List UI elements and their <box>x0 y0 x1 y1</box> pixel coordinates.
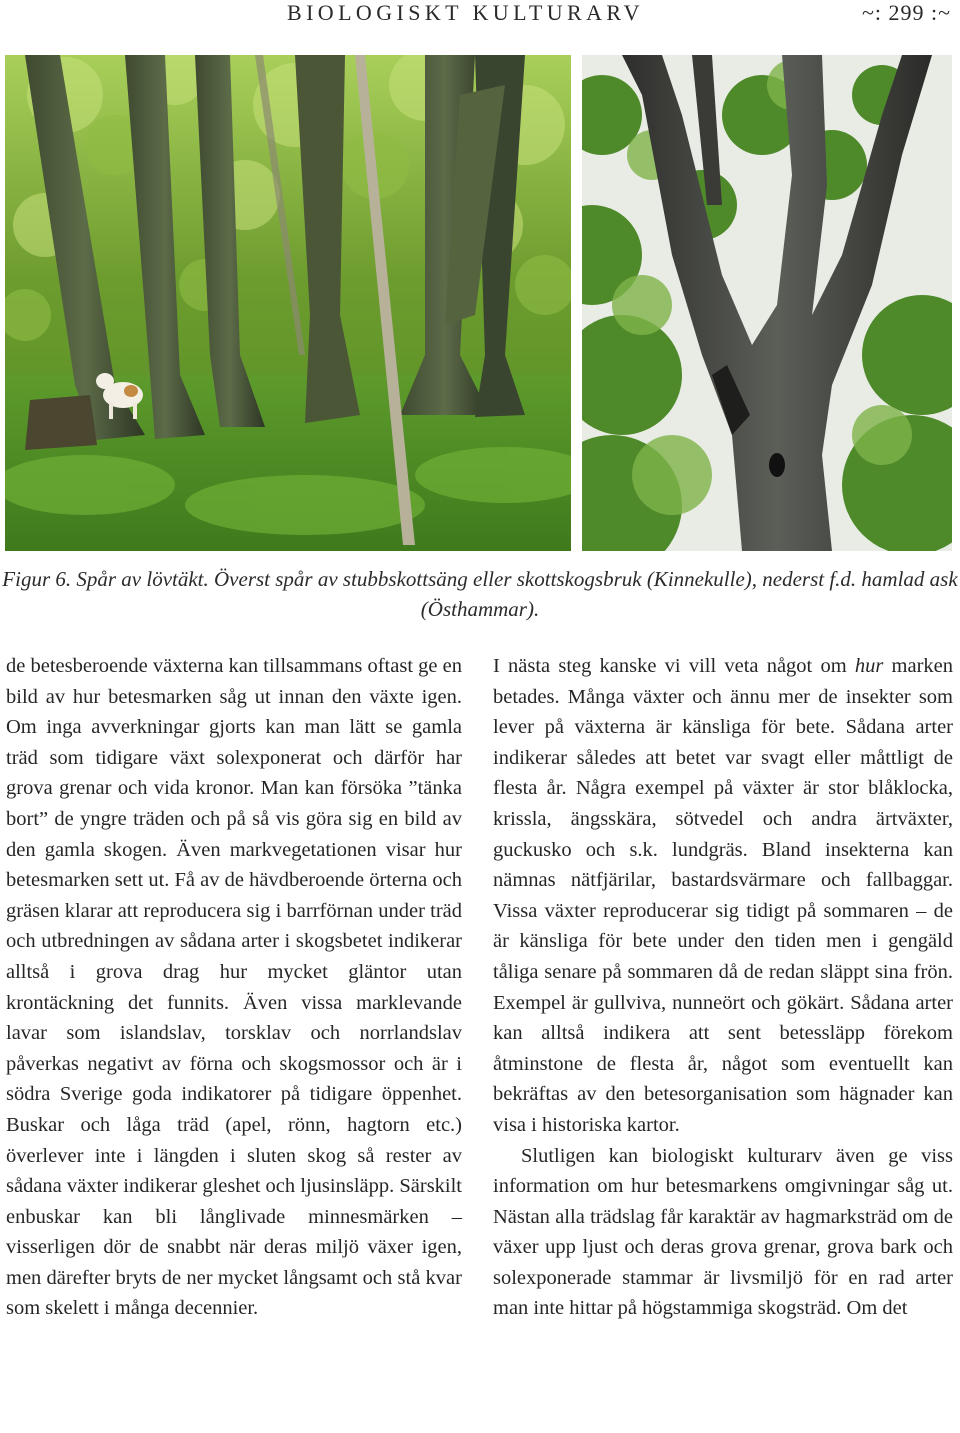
left-paragraph: de betesberoende växterna kan tillsammans oftast ge en bild av hur betesmarken såg ut innan den växte igen. Om inga avverkningar gjorts kan man lätt se gamla träd som tidigare växt solexponerat och därför har grova grenar och vida kronor. Man kan försöka ”tänka bort” de yngre träden och på så vis göra sig en bild av den gamla skogen. Även markvegetationen visar hur betesmarken sett ut. Få av de hävdberoende örterna och gräsen klarar att reproducera sig i barrförnan under träd och utbredningen av sådana arter i skogsbetet indikerar alltså i grova drag hur mycket gläntor utan krontäckning det funnits. Även vissa marklevande lavar som islandslav, torsklav och norrlandslav påverkas negativt av förna och skogsmossor och är i södra Sverige goda indikatorer på tidigare öppenhet. Buskar och låga träd (apel, rönn, hagtorn etc.) överlever inte i längden i sluten skog så rester av sådana växter indikerar gleshet och ljusinsläpp. Särskilt enbuskar kan bli långlivade minnesmärken – visserligen dör de snabbt när deras miljö växer igen, men därefter bryts de ner mycket långsamt och stå kvar som skelett i många decennier. <box>6 655 463 1320</box>
right-paragraph-1 <box>493 651 953 1141</box>
right-p1-emphasis: hur <box>854 655 884 677</box>
page-number: ~: 299 :~ <box>861 0 951 25</box>
right-p1-text-cont: marken betades. Många växter och ännu mer de insekter som lever på växterna är känsliga för bete. Sådana arter indikerar således att betet var svagt eller måttligt de flesta år. Några exempel på växter är stor blåklocka, krissla, ängsskära, sötvedel och andra ärtväxter, guckusko och s.k. lundgräs. Bland insekterna kan nämnas nätfjärilar, bastardsvärmare och fallbaggar. Vissa växter reproducerar sig tidigt på sommaren – de är känsliga för bete under den tiden men i gengäld tåliga senare på sommaren då de redan släppt sina frön. Exempel är gullviva, nunneört och gökärt. Sådana arter kan alltså indikera att sent betessläpp förekom åtminstone de flesta år, något som eventuellt kan bekräftas av den betesorganisation som hägnader kan visa i historiska kartor. <box>493 655 953 1136</box>
stubbskottsang-trees-photo <box>5 55 571 551</box>
body-right-column <box>493 651 953 1324</box>
hamlad-ask-photo <box>582 55 952 551</box>
right-paragraph-2: Slutligen kan biologiskt kulturarv även ge viss information om hur betesmarkens omgivningar såg ut. Nästan alla trädslag får karaktär av hagmarksträd om de växer upp ljust och deras grova grenar, grova bark och solexponerade stammar är livsmiljö för en rad arter man inte hittar på högstammiga skogsträd. Om det <box>493 1144 953 1320</box>
running-title: BIOLOGISKT KULTURARV <box>287 0 644 25</box>
running-header <box>287 0 957 30</box>
right-p1-text: I nästa steg kanske vi vill veta något om <box>493 655 855 677</box>
body-left-column <box>6 651 462 1324</box>
figure-caption: Figur 6. Spår av lövtäkt. Överst spår av stubbskottsäng eller skottskogsbruk (Kinnekulle), nederst f.d. hamlad ask (Östhammar). <box>2 567 958 621</box>
